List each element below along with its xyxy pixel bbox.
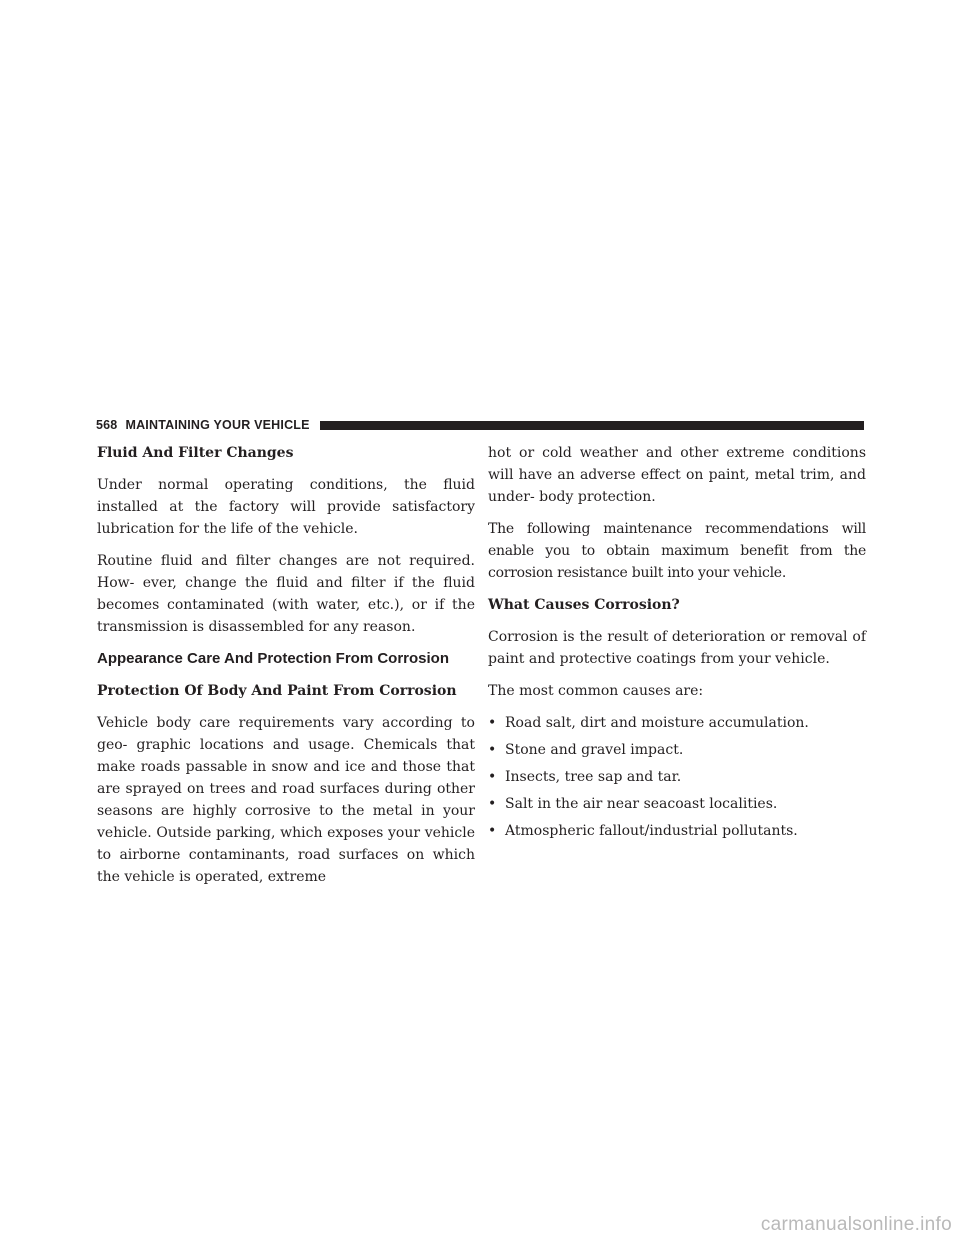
bullet-icon: • — [488, 796, 497, 812]
bullet-icon: • — [488, 715, 497, 731]
section-title: MAINTAINING YOUR VEHICLE — [125, 418, 310, 432]
protection-paragraph-continued: hot or cold weather and other extreme conditions will have an adverse effect on paint, metal trim, and under- body protection. — [488, 445, 866, 505]
protection-paragraph: Vehicle body care requirements vary according to geo- graphic locations and usage. Chemicals that make roads passable in snow and ice and those that are sprayed on trees and road surfaces during other seasons are highly corrosive to the metal in your vehicle. Outside parking, which exposes your vehicle to airborne contaminants, road surfaces on which the vehicle is operated, extreme — [97, 715, 475, 885]
list-item — [488, 712, 866, 734]
fluid-paragraph-2: Routine fluid and filter changes are not required. How- ever, change the fluid and filter if the fluid becomes contaminated (with water, etc.), or if the transmission is disassembled for any reason. — [97, 553, 475, 635]
page-header — [96, 418, 864, 432]
corrosion-definition-paragraph: Corrosion is the result of deterioration or removal of paint and protective coatings from your vehicle. — [488, 629, 866, 667]
list-item — [488, 739, 866, 761]
list-item-text: Salt in the air near seacoast localities. — [505, 796, 778, 812]
page-number: 568 — [96, 418, 118, 432]
body-paint-protection-heading: Protection Of Body And Paint From Corrosion — [97, 683, 457, 699]
bullet-icon: • — [488, 769, 497, 785]
fluid-paragraph-1: Under normal operating conditions, the fluid installed at the factory will provide satisfactory lubrication for the life of the vehicle. — [97, 477, 475, 537]
bullet-icon: • — [488, 742, 497, 758]
fluid-filter-heading: Fluid And Filter Changes — [97, 445, 294, 461]
list-item-text: Insects, tree sap and tar. — [505, 769, 682, 785]
corrosion-causes-heading: What Causes Corrosion? — [488, 597, 680, 613]
left-column — [97, 442, 475, 898]
list-item-text: Stone and gravel impact. — [505, 742, 684, 758]
watermark: carmanualsonline.info — [760, 1214, 952, 1235]
bullet-icon: • — [488, 823, 497, 839]
appearance-care-heading: Appearance Care And Protection From Corrosion — [97, 650, 450, 667]
causes-list — [488, 712, 866, 842]
list-item — [488, 793, 866, 815]
header-rule — [320, 421, 864, 430]
list-item — [488, 766, 866, 788]
right-column — [488, 442, 866, 847]
list-item-text: Road salt, dirt and moisture accumulation. — [505, 715, 809, 731]
maintenance-paragraph: The following maintenance recommendations will enable you to obtain maximum benefit from the corrosion resistance built into your vehicle. — [488, 521, 866, 581]
causes-intro: The most common causes are: — [488, 683, 704, 699]
list-item — [488, 820, 866, 842]
list-item-text: Atmospheric fallout/industrial pollutants. — [505, 823, 798, 839]
